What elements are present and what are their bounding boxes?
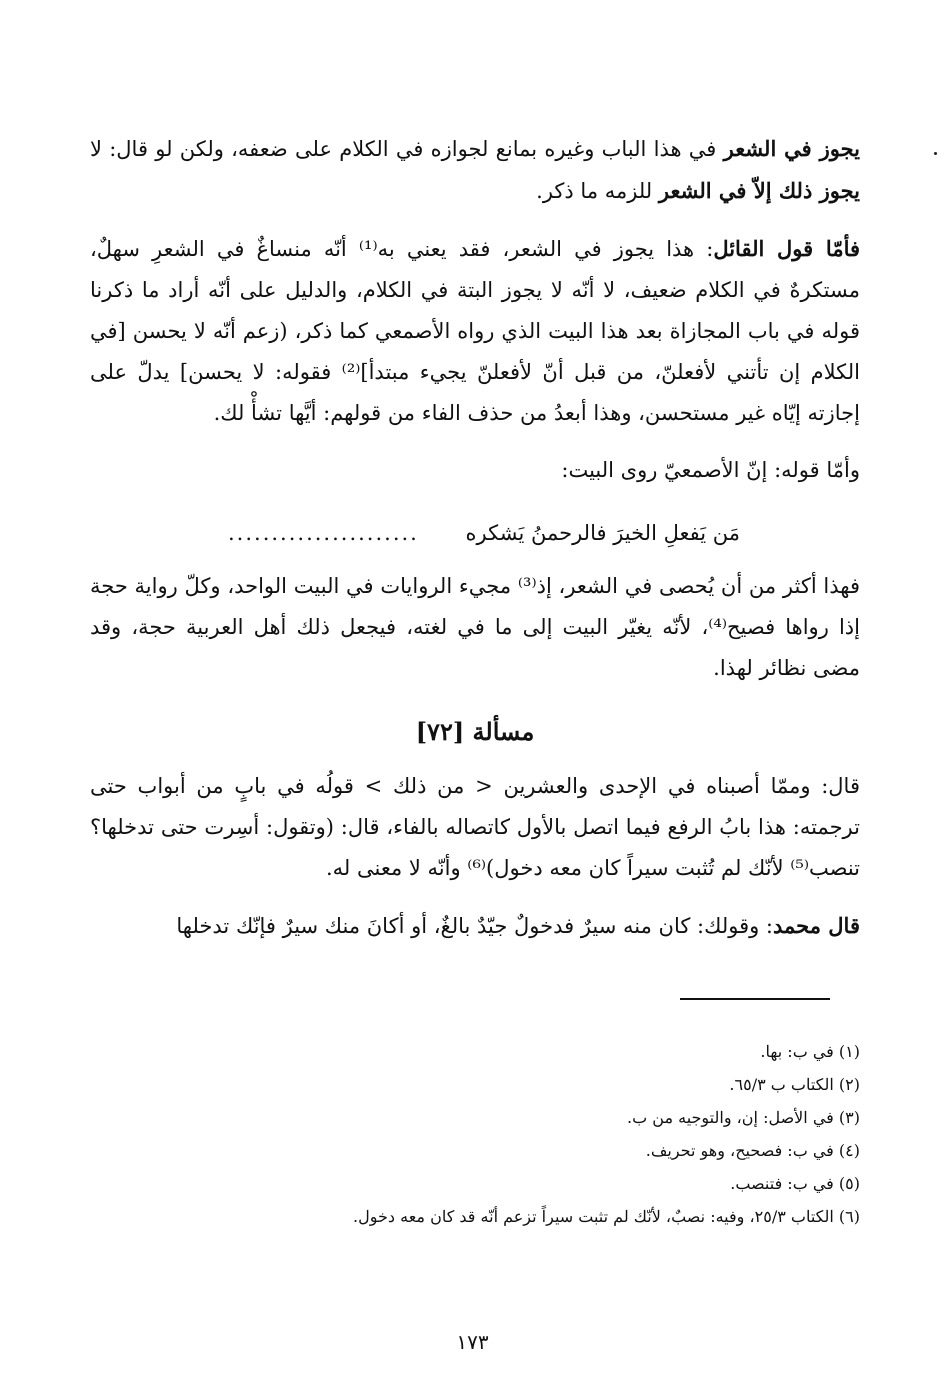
- footnote-divider: [680, 998, 830, 1000]
- footnote-1: (١) في ب: بها.: [760, 1042, 860, 1061]
- paragraph-3: وأمّا قوله: إنّ الأصمعيّ روى البيت:: [561, 458, 860, 482]
- paragraph-1: [90, 128, 860, 212]
- bold-phrase: قال محمد: [773, 913, 860, 938]
- paragraph-2: [90, 228, 860, 434]
- page-number: ١٧٣: [456, 1330, 489, 1354]
- footnote-5: (٥) في ب: فتنصب.: [730, 1174, 860, 1193]
- text-run: : هذا يجوز في الشعر، فقد يعني به⁽¹⁾ أنّه منساغٌ في الشعرِ سهلٌ، مستكرهٌ في الكلام ضعيف، لا أنّه لا يجوز البتة في الكلام، والدليل على أنّه أراد ما ذكرنا قوله في باب المجازاة بعد هذا البيت الذي رواه الأصمعي كما ذكر، (زعم أنّه لا يحسن [في الكلام إن تأتني لأفعلنّ، من قبل أنّ لأفعلنّ يجيء مبتدأ]⁽²⁾ فقوله: لا يحسن] يدلّ على إجازته إيّاه غير مستحسن، وهذا أبعدُ من حذف الفاء من قولهم: أيَّها تشأْ لك.: [90, 237, 861, 425]
- section-heading: مسألة [٧٢]: [415, 717, 535, 746]
- bold-phrase: يجوز ذلك إلاّ في الشعر: [658, 178, 860, 203]
- poetry-verse: [90, 513, 860, 554]
- verse-hemistich: مَن يَفعلِ الخيرَ فالرحمنُ يَشكره: [465, 521, 740, 545]
- bold-phrase: فأمّا قول القائل: [713, 236, 861, 261]
- paragraph-4: فهذا أكثر من أن يُحصى في الشعر، إذ⁽³⁾ مجيء الروايات في البيت الواحد، وكلّ رواية حجة إذا رواها فصيح⁽⁴⁾، لأنّه يغيّر البيت إلى ما في لغته، فيجعل ذلك أهل العربية حجة، وقد مضى نظائر لهذا.: [90, 574, 860, 680]
- footnote-2: (٢) الكتاب ب ٦٥/٣.: [729, 1075, 860, 1094]
- footnotes: [90, 1035, 860, 1233]
- text-run: في هذا الباب وغيره بمانع لجوازه في الكلام على ضعفه، ولكن لو قال: لا: [90, 137, 724, 161]
- footnote-3: (٣) في الأصل: إن، والتوجيه من ب.: [627, 1108, 860, 1127]
- paragraph-6: [90, 905, 860, 947]
- verse-ellipsis: ......................: [228, 521, 419, 545]
- paragraph-5: قال: وممّا أصبناه في الإحدى والعشرين < من ذلك > قولُه في بابٍ من أبواب حتى ترجمته: هذا بابُ الرفع فيما اتصل بالأول كاتصاله بالفاء، قال: (وتقول: أسِرت حتى تدخلها؟ تنصب⁽⁵⁾ لأنّك لم تُثبت سيراً كان معه دخول)⁽⁶⁾ وأنّه لا معنى له.: [90, 774, 860, 880]
- margin-mark: [934, 152, 937, 155]
- text-run: للزمه ما ذكر.: [536, 179, 659, 203]
- text-run: : وقولك: كان منه سيرٌ فدخولٌ جيّدٌ بالغٌ، أو أكانَ منك سيرٌ فإنّك تدخلها: [176, 914, 774, 938]
- bold-phrase: يجوز في الشعر: [723, 136, 861, 161]
- footnote-6: (٦) الكتاب ٢٥/٣، وفيه: نصبٌ، لأنّك لم تثبت سيراً تزعم أنّه قد كان معه دخول.: [353, 1207, 860, 1226]
- main-text: [90, 128, 860, 947]
- footnote-4: (٤) في ب: فصحيح، وهو تحريف.: [645, 1141, 860, 1160]
